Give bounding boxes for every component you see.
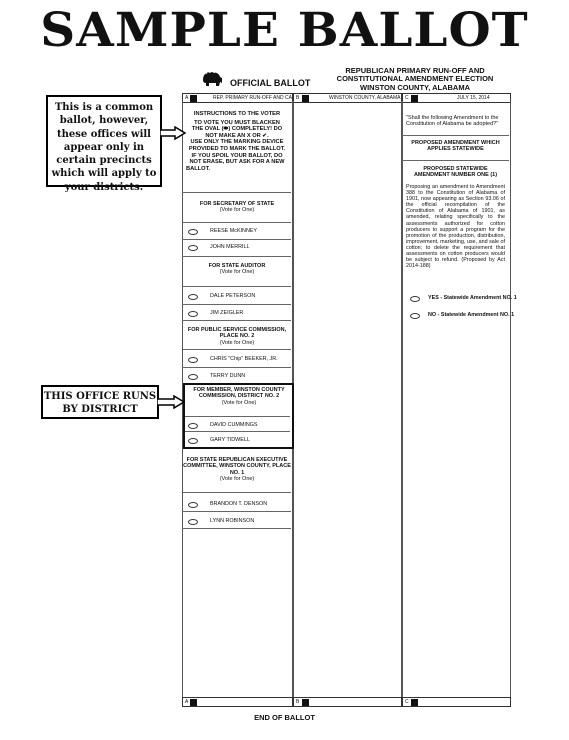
instructions-heading: INSTRUCTIONS TO THE VOTER <box>193 111 281 117</box>
bar-left-text: REP. PRIMARY RUN-OFF AND CA <box>213 95 292 101</box>
instructions-line: USE ONLY THE MARKING DEVICE <box>190 139 284 146</box>
instructions-line: NOT ERASE, BUT ASK FOR A NEW <box>189 159 285 166</box>
instructions-line: IF YOU SPOIL YOUR BALLOT, DO <box>191 152 283 159</box>
district-callout: THIS OFFICE RUNS BY DISTRICT <box>41 385 159 419</box>
divider <box>182 492 291 493</box>
arrow-right-icon <box>157 395 185 409</box>
arrow-right-icon <box>160 126 186 140</box>
bar-right-text: JULY 15, 2014 <box>457 95 490 101</box>
vote-oval[interactable] <box>410 296 420 302</box>
vote-oval[interactable] <box>188 423 198 429</box>
instructions <box>186 111 288 172</box>
office-title-text: FOR PUBLIC SERVICE COMMISSION, PLACE NO. 2 <box>187 327 287 340</box>
candidate-name: JIM ZEIGLER <box>210 310 244 316</box>
divider <box>185 416 290 417</box>
elephant-logo-icon <box>200 68 224 88</box>
divider <box>182 256 291 257</box>
vote-oval[interactable] <box>188 374 198 380</box>
vote-for-one: (Vote for One) <box>219 269 255 276</box>
divider <box>185 431 290 432</box>
bar-code-letter: A <box>185 95 189 101</box>
timing-mark <box>190 699 197 706</box>
bar-code-letter: B <box>296 95 300 101</box>
divider <box>182 511 291 512</box>
timing-mark <box>302 699 309 706</box>
amendment-option: NO - Statewide Amendment NO. 1 <box>428 312 515 318</box>
footer-bar-right <box>402 697 511 707</box>
timing-mark <box>411 699 418 706</box>
vote-oval[interactable] <box>188 357 198 363</box>
bar-middle-text: WINSTON COUNTY, ALABAMA <box>329 95 401 101</box>
amendment-title: PROPOSED STATEWIDE AMENDMENT NUMBER ONE (1) <box>413 166 498 179</box>
instructions-line: PROVIDED TO MARK THE BALLOT. <box>188 145 286 152</box>
page-title: SAMPLE BALLOT <box>40 3 529 58</box>
bar-code-letter: C <box>405 95 409 101</box>
amendment-section-heading: PROPOSED AMENDMENT WHICH APPLIES STATEWIDE <box>411 140 500 153</box>
divider <box>402 135 509 136</box>
instructions-line: NOT MAKE AN X OR ✔. <box>205 132 269 139</box>
election-header-line: CONSTITUTIONAL AMENDMENT ELECTION <box>336 74 494 84</box>
common-ballot-callout: This is a common ballot, however, these offices will appear only in certain precincts which will apply to your districts. <box>46 95 162 187</box>
divider <box>182 367 291 368</box>
office-title <box>183 457 291 482</box>
divider <box>182 286 291 287</box>
divider <box>182 304 291 305</box>
office-title-text: FOR STATE AUDITOR <box>208 263 266 269</box>
divider <box>182 528 291 529</box>
vote-oval[interactable] <box>410 313 420 319</box>
official-ballot-label: OFFICIAL BALLOT <box>230 78 311 88</box>
amendment-body: Proposing an amendment to Amendment 388 to the Constitution of Alabama of 1901, now appearing as Section 93.06 of the official recompilation of the Constitution of Alabama of 1901, as amended, relating specifically to the assessments authorized for cotton producers to support a program for the promotion of the production, distribution, improvement, marketing, use, and sale of cotton; to delete the requirement that assessments on cotton producers would be subject to refund. (Proposed by Act 2014-188) <box>406 184 505 270</box>
candidate-name: JOHN MERRILL <box>210 244 250 250</box>
candidate-name: BRANDON T. DENSON <box>210 501 268 507</box>
candidate-name: LYNN ROBINSON <box>210 518 255 524</box>
office-title-text: FOR STATE REPUBLICAN EXECUTIVE COMMITTEE, WINSTON COUNTY, PLACE NO. 1 <box>183 457 291 476</box>
office-title-text: FOR MEMBER, WINSTON COUNTY COMMISSION, DISTRICT NO. 2 <box>193 387 285 400</box>
candidate-name: DALE PETERSON <box>210 293 256 299</box>
office-title <box>183 327 291 346</box>
instructions-line: BALLOT. <box>186 165 211 172</box>
instructions-line: THE OVAL (⬬) COMPLETELY! DO <box>191 126 283 133</box>
election-header <box>330 67 500 92</box>
candidate-name: REESE McKINNEY <box>210 228 258 234</box>
office-title <box>183 201 291 214</box>
candidate-name: TERRY DUNN <box>210 373 246 379</box>
footer-bar-middle <box>293 697 402 707</box>
divider <box>182 222 291 223</box>
office-title <box>185 387 293 406</box>
vote-oval[interactable] <box>188 438 198 444</box>
vote-oval[interactable] <box>188 519 198 525</box>
vote-oval[interactable] <box>188 311 198 317</box>
candidate-name: DAVID CUMMINGS <box>210 422 258 428</box>
vote-oval[interactable] <box>188 245 198 251</box>
election-header-line: REPUBLICAN PRIMARY RUN-OFF AND <box>345 66 485 75</box>
election-header-line: WINSTON COUNTY, ALABAMA <box>360 82 470 92</box>
divider <box>182 349 291 350</box>
vote-for-one: (Vote for One) <box>221 399 257 406</box>
amendment-option: YES - Statewide Amendment NO. 1 <box>428 295 517 301</box>
office-title-text: FOR SECRETARY OF STATE <box>199 201 275 207</box>
candidate-name: GARY TIDWELL <box>210 437 250 443</box>
instructions-line: TO VOTE YOU MUST BLACKEN <box>194 119 280 126</box>
bar-code-letter: B <box>296 699 300 705</box>
amendment-question: "Shall the following Amendment to the Constitution of Alabama be adopted?" <box>406 115 499 128</box>
divider <box>402 160 509 161</box>
divider <box>182 239 291 240</box>
vote-for-one: (Vote for One) <box>219 475 255 482</box>
footer-bar-left <box>182 697 293 707</box>
ballot-column-2 <box>293 101 402 703</box>
vote-oval[interactable] <box>188 229 198 235</box>
office-title <box>183 263 291 276</box>
bar-code-letter: A <box>185 699 189 705</box>
candidate-name: CHRIS "Chip" BEEKER, JR. <box>210 356 278 362</box>
vote-for-one: (Vote for One) <box>219 339 255 346</box>
end-of-ballot: END OF BALLOT <box>254 713 315 722</box>
bar-code-letter: C <box>405 699 409 705</box>
vote-oval[interactable] <box>188 294 198 300</box>
divider <box>182 192 291 193</box>
vote-oval[interactable] <box>188 502 198 508</box>
divider <box>182 320 291 321</box>
vote-for-one: (Vote for One) <box>219 207 255 214</box>
